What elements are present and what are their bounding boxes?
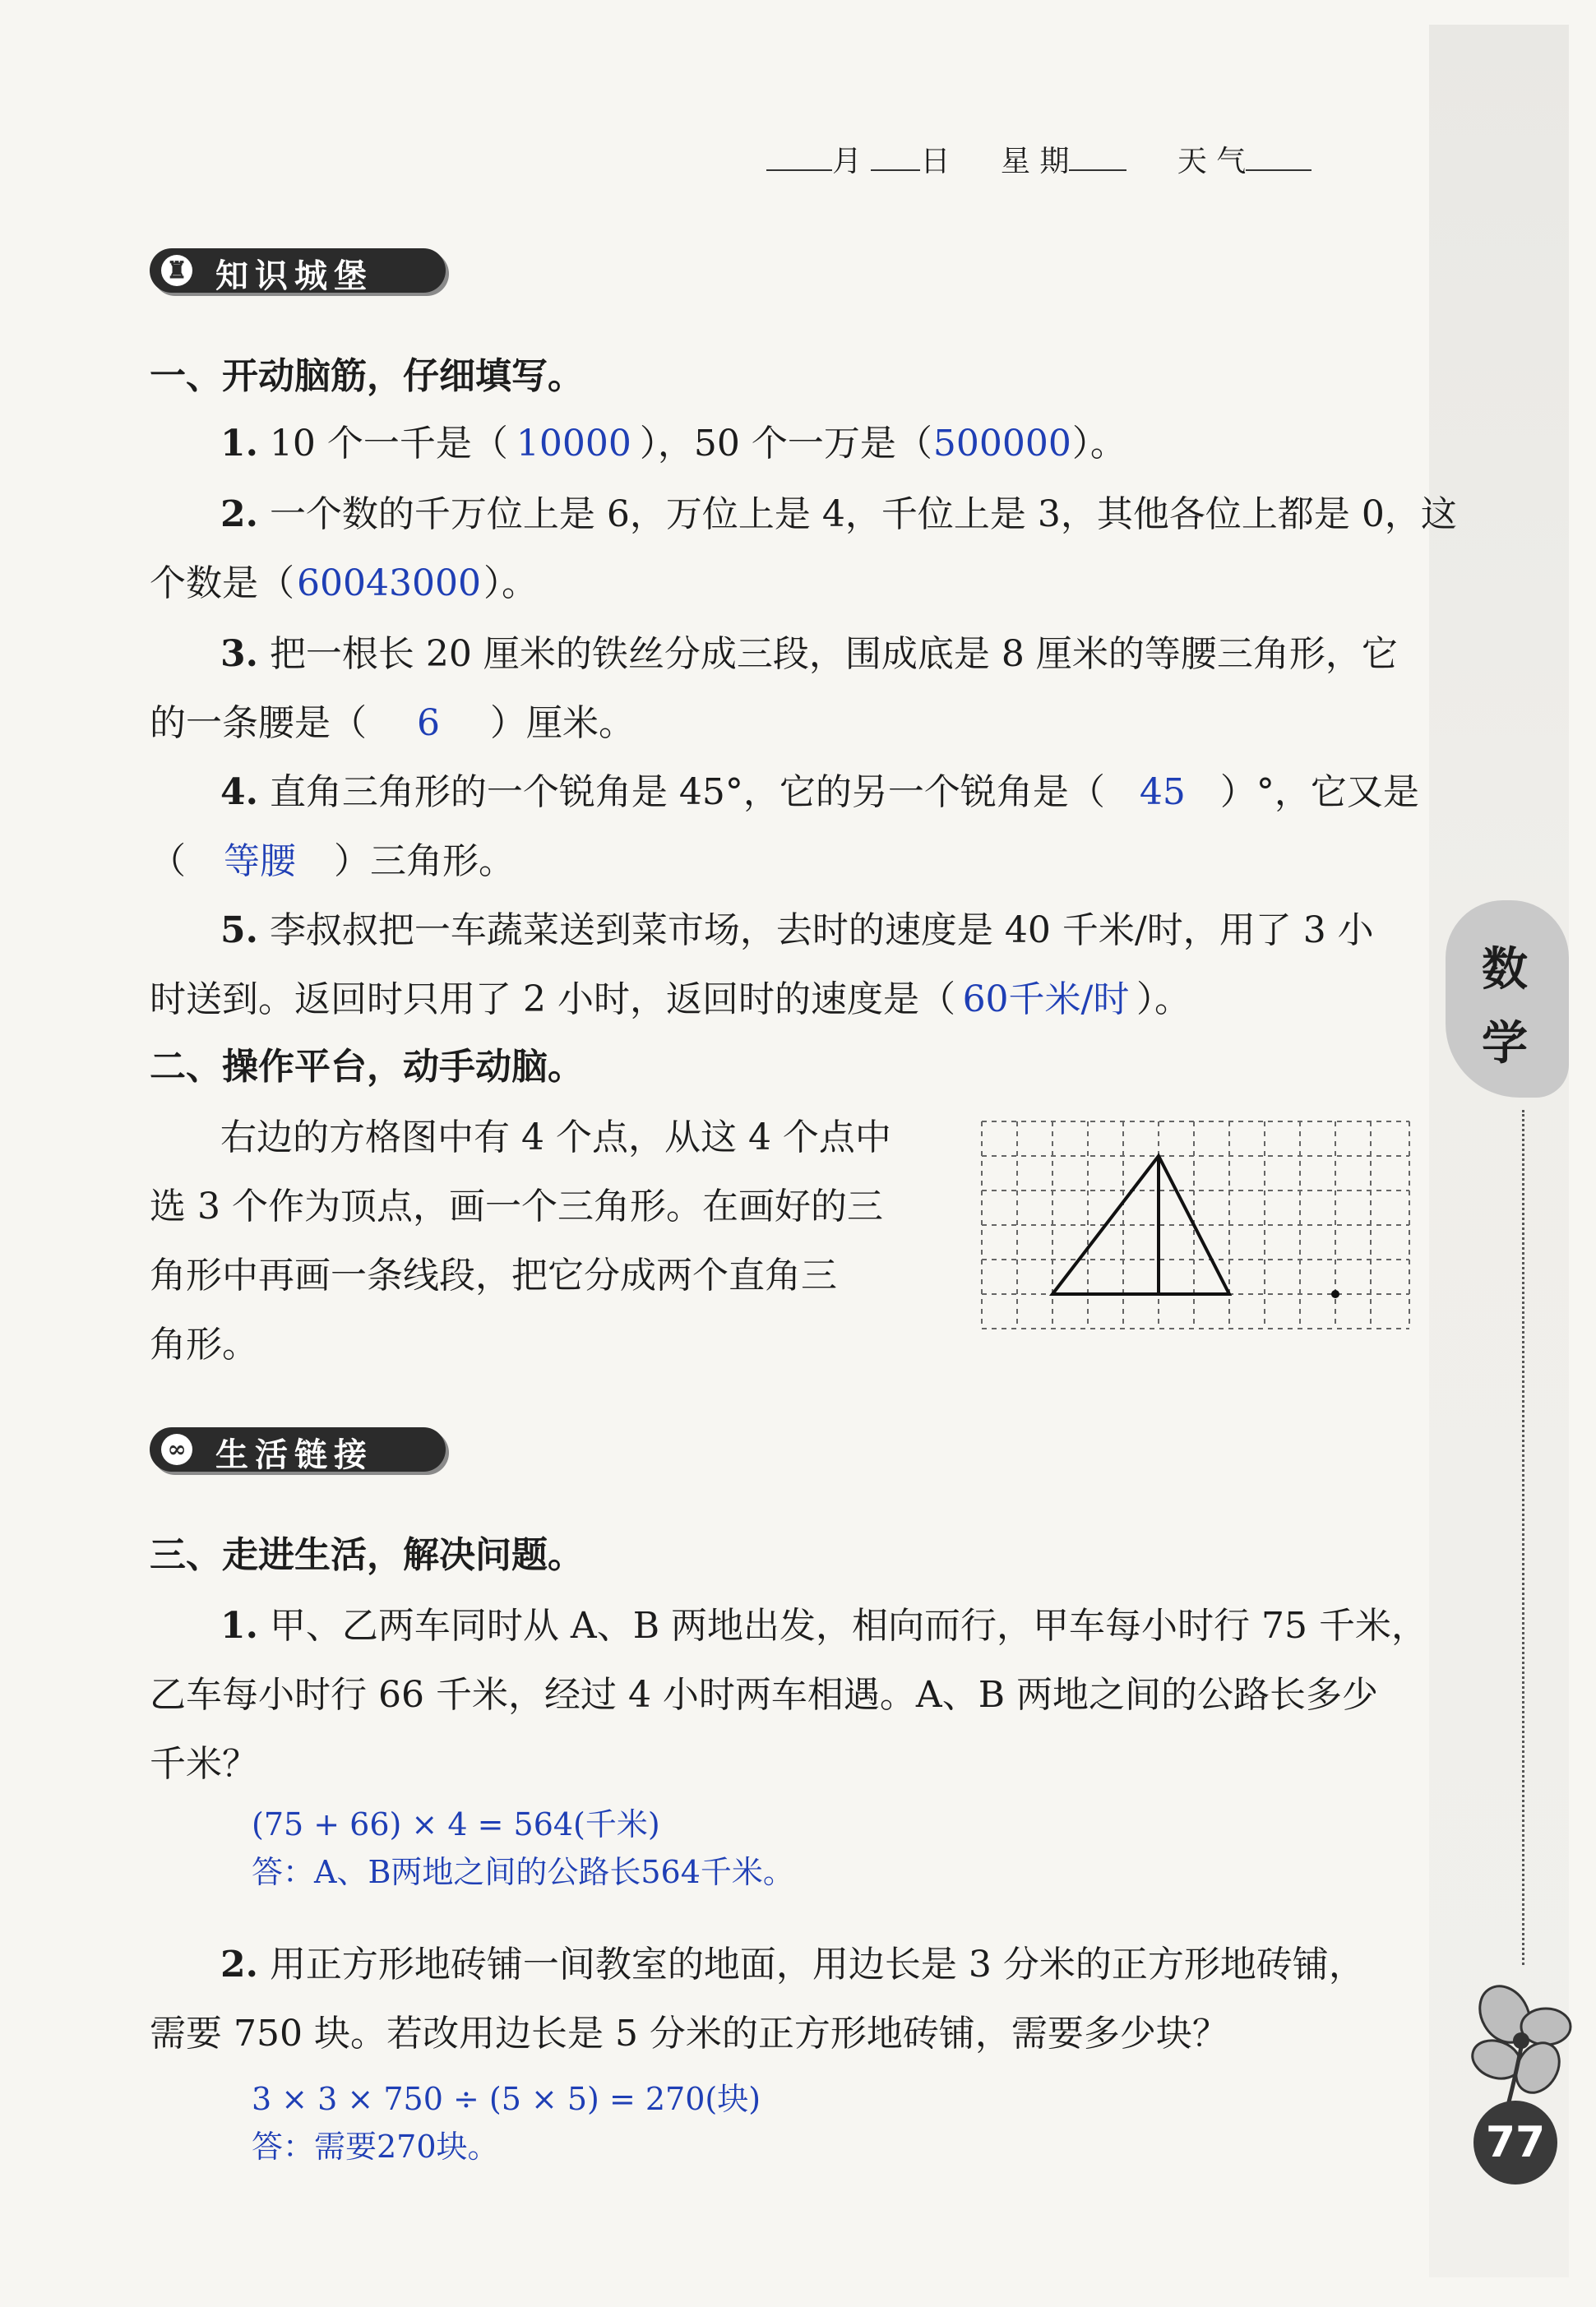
question-2: 2. 一个数的千万位上是 6，万位上是 4，千位上是 3，其他各位上都是 0，这 xyxy=(220,493,1457,535)
problem-1-line: 乙车每小时行 66 千米，经过 4 小时两车相遇。A、B 两地之间的公路长多少 xyxy=(150,1674,1379,1716)
problem-1-line: 千米？ xyxy=(150,1743,258,1785)
day-label: 日 xyxy=(920,145,951,178)
problem-2-line: 需要 750 块。若改用边长是 5 分米的正方形地砖铺，需要多少块？ xyxy=(150,2013,1228,2055)
banner-label: 知识城堡 xyxy=(215,257,373,295)
question-3-cont: 的一条腰是（ 6 ）厘米。 xyxy=(150,699,635,748)
answer: 45 xyxy=(1139,771,1186,813)
month-label: 月 xyxy=(832,145,863,178)
dot-grid-figure xyxy=(980,1120,1411,1334)
question-2-cont: 个数是（60043000）。 xyxy=(150,559,538,608)
answer: 等腰 xyxy=(224,840,296,882)
page-number: 77 xyxy=(1473,2101,1557,2184)
solution-answer: 答：A、B两地之间的公路长564千米。 xyxy=(252,1854,794,1890)
answer: 500000 xyxy=(932,423,1071,465)
task-line: 选 3 个作为顶点，画一个三角形。在画好的三 xyxy=(150,1186,883,1227)
subject-char-1: 数 xyxy=(1482,943,1528,996)
question-5-cont: 时送到。返回时只用了 2 小时，返回时的速度是（ 60千米/时 ）。 xyxy=(150,975,1191,1024)
section-title: 三、走进生活，解决问题。 xyxy=(150,1534,584,1576)
task-line: 右边的方格图中有 4 个点，从这 4 个点中 xyxy=(220,1117,891,1158)
castle-icon: ♜ xyxy=(161,255,192,286)
answer: 10000 xyxy=(516,423,631,465)
subject-tab xyxy=(1446,900,1569,1098)
subject-char-2: 学 xyxy=(1482,1017,1528,1070)
task-line: 角形中再画一条线段，把它分成两个直角三 xyxy=(150,1255,837,1297)
section-title: 二、操作平台，动手动脑。 xyxy=(150,1046,584,1088)
question-3: 3. 把一根长 20 厘米的铁丝分成三段，围成底是 8 厘米的等腰三角形，它 xyxy=(220,633,1398,675)
question-5: 5. 李叔叔把一车蔬菜送到菜市场，去时的速度是 40 千米/时，用了 3 小 xyxy=(220,909,1374,951)
date-header xyxy=(766,138,1311,180)
question-4: 4. 直角三角形的一个锐角是 45°，它的另一个锐角是（ 45 ）°，它又是 xyxy=(220,768,1419,817)
problem-2: 2. 用正方形地砖铺一间教室的地面，用边长是 3 分米的正方形地砖铺， xyxy=(220,1944,1365,1986)
question-4-cont: （ 等腰 ）三角形。 xyxy=(150,837,515,886)
side-strip xyxy=(1429,25,1569,2277)
answer: 6 xyxy=(417,702,440,744)
solution-equation: (75 + 66) × 4 = 564(千米) xyxy=(252,1806,660,1842)
solution-answer: 答：需要270块。 xyxy=(252,2129,499,2165)
problem-1: 1. 甲、乙两车同时从 A、B 两地出发，相向而行，甲车每小时行 75 千米， xyxy=(220,1605,1427,1647)
solution-equation: 3 × 3 × 750 ÷ (5 × 5) = 270(块) xyxy=(252,2081,761,2117)
task-line: 角形。 xyxy=(150,1324,258,1366)
weather-label: 天 气 xyxy=(1177,145,1247,178)
question-1: 1. 10 个一千是（ 10000 ），50 个一万是（500000）。 xyxy=(220,419,1126,469)
grid-point xyxy=(1331,1290,1339,1298)
section-title: 一、开动脑筋，仔细填写。 xyxy=(150,355,584,397)
section-banner-knowledge xyxy=(150,248,446,293)
banner-label: 生活链接 xyxy=(215,1436,373,1474)
weekday-label: 星 期 xyxy=(1000,145,1070,178)
section-banner-life xyxy=(150,1427,446,1472)
answer: 60千米/时 xyxy=(962,978,1130,1020)
answer: 60043000 xyxy=(297,562,481,604)
link-icon: ∞ xyxy=(161,1434,192,1465)
side-dotted-line xyxy=(1522,1110,1524,1965)
